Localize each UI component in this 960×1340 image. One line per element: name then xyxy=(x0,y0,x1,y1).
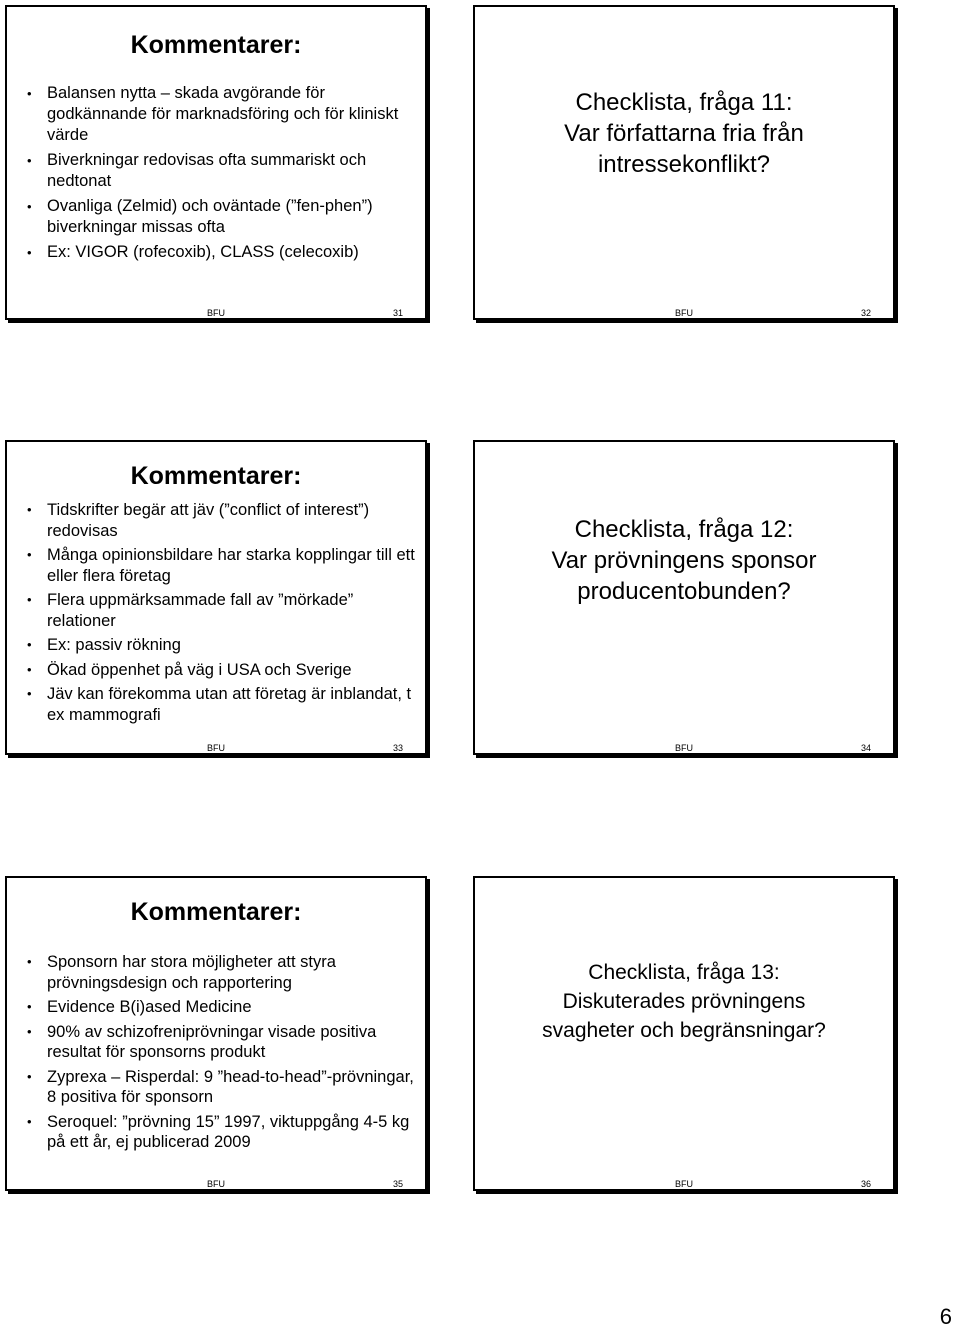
question-text xyxy=(475,958,893,1045)
footer-org: BFU xyxy=(675,743,693,753)
bullet-item: • Ex: VIGOR (rofecoxib), CLASS (celecoxib) xyxy=(27,242,415,263)
bullet-item: • Balansen nytta – skada avgörande för godkännande för marknadsföring och för kliniskt värde xyxy=(27,83,415,146)
footer-org: BFU xyxy=(207,743,225,753)
slide-heading: Kommentarer: xyxy=(130,462,302,490)
question-text xyxy=(475,514,893,607)
slide-heading: Kommentarer: xyxy=(130,898,302,926)
question-line: Diskuterades prövningens xyxy=(562,990,806,1013)
question-line: Var författarna fria från xyxy=(564,120,804,147)
footer-org: BFU xyxy=(207,1179,225,1189)
question-line: intressekonflikt? xyxy=(597,151,771,178)
bullet-item: • 90% av schizofreniprövningar visade positiva resultat för sponsorns produkt xyxy=(27,1022,415,1063)
bullet-item: • Biverkningar redovisas ofta summariskt och nedtonat xyxy=(27,150,415,192)
slide-number: 35 xyxy=(392,1179,403,1189)
page-number: 6 xyxy=(939,1304,952,1329)
bullet-list xyxy=(27,83,415,267)
bullet-item: • Tidskrifter begär att jäv (”conflict of interest”) redovisas xyxy=(27,500,415,541)
question-text xyxy=(475,87,893,180)
slide-number: 33 xyxy=(392,743,403,753)
question-line: Var prövningens sponsor xyxy=(551,547,817,574)
footer-org: BFU xyxy=(675,1179,693,1189)
bullet-item: • Ovanliga (Zelmid) och oväntade (”fen-phen”) biverkningar missas ofta xyxy=(27,196,415,238)
bullet-item: • Zyprexa – Risperdal: 9 ”head-to-head”-prövningar, 8 positiva för sponsorn xyxy=(27,1067,415,1108)
question-line: svagheter och begränsningar? xyxy=(542,1019,826,1042)
slide-33 xyxy=(5,440,427,755)
slide-36 xyxy=(473,876,895,1191)
slide-heading: Kommentarer: xyxy=(130,31,302,59)
bullet-item: • Jäv kan förekomma utan att företag är inblandat, t ex mammografi xyxy=(27,684,415,725)
bullet-item: • Evidence B(i)ased Medicine xyxy=(27,997,415,1018)
question-line: Checklista, fråga 11: xyxy=(575,89,793,116)
footer-org: BFU xyxy=(207,308,225,318)
bullet-item: • Många opinionsbildare har starka kopplingar till ett eller flera företag xyxy=(27,545,415,586)
footer-org: BFU xyxy=(675,308,693,318)
slide-34 xyxy=(473,440,895,755)
bullet-item: • Ökad öppenhet på väg i USA och Sverige xyxy=(27,660,415,681)
bullet-item: • Seroquel: ”prövning 15” 1997, viktuppgång 4-5 kg på ett år, ej publicerad 2009 xyxy=(27,1112,415,1153)
slide-31 xyxy=(5,5,427,320)
question-line: Checklista, fråga 13: xyxy=(588,961,780,984)
slide-number: 31 xyxy=(392,308,403,318)
bullet-item: • Flera uppmärksammade fall av ”mörkade” relationer xyxy=(27,590,415,631)
slide-number: 36 xyxy=(860,1179,871,1189)
slide-35 xyxy=(5,876,427,1191)
bullet-item: • Ex: passiv rökning xyxy=(27,635,415,656)
slide-number: 34 xyxy=(860,743,871,753)
slide-number: 32 xyxy=(860,308,871,318)
question-line: Checklista, fråga 12: xyxy=(574,516,794,543)
bullet-list xyxy=(27,500,415,729)
question-line: producentobunden? xyxy=(577,578,791,605)
bullet-item: • Sponsorn har stora möjligheter att styra prövningsdesign och rapportering xyxy=(27,952,415,993)
bullet-list xyxy=(27,952,415,1157)
slide-32 xyxy=(473,5,895,320)
